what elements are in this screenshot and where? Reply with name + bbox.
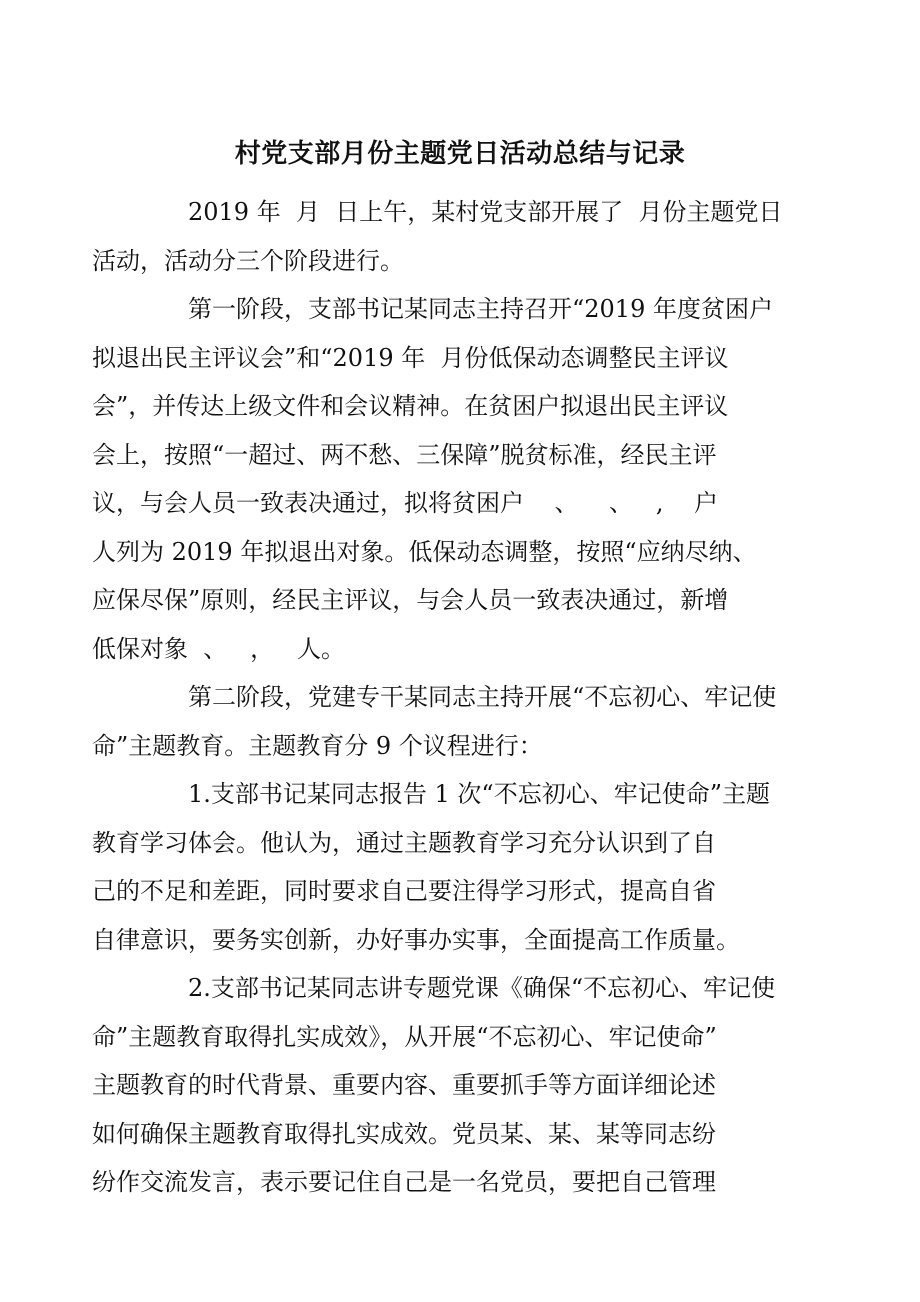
- paragraph-line: 教育学习体会。他认为，通过主题教育学习充分认识到了自: [92, 828, 716, 857]
- paragraph-line: 己的不足和差距，同时要求自己要注得学习形式，提高自省: [92, 877, 716, 905]
- paragraph-line: 会”，并传达上级文件和会议精神。在贫困户拟退出民主评议: [92, 392, 729, 420]
- paragraph-line: 低保对象 、 ， 人。: [92, 634, 346, 663]
- paragraph-line: 活动，活动分三个阶段进行。: [92, 246, 404, 275]
- paragraph-line: 2.支部书记某同志讲专题党课《确保“不忘初心、牢记使: [188, 974, 776, 1002]
- paragraph-intro: [92, 188, 782, 285]
- document-title: 村党支部月份主题党日活动总结与记录: [234, 139, 686, 169]
- document-body: [92, 188, 782, 1207]
- paragraph-line: 2019 年 月 日上午，某村党支部开展了 月份主题党日: [188, 198, 782, 226]
- paragraph-line: 如何确保主题教育取得扎实成效。党员某、某、某等同志纷: [92, 1119, 716, 1148]
- paragraph-line: 纷作交流发言，表示要记住自己是一名党员，要把自己管理: [92, 1168, 716, 1196]
- paragraph-line: 主题教育的时代背景、重要内容、重要抓手等方面详细论述: [92, 1071, 716, 1099]
- paragraph-item-two: [92, 964, 782, 1207]
- paragraph-line: 第二阶段，党建专干某同志主持开展“不忘初心、牢记使: [188, 683, 777, 711]
- paragraph-line: 第一阶段，支部书记某同志主持召开“2019 年度贫困户: [188, 295, 773, 323]
- paragraph-line: 命”主题教育。主题教育分 9 个议程进行：: [92, 731, 543, 760]
- paragraph-line: 命”主题教育取得扎实成效》，从开展“不忘初心、牢记使命”: [92, 1022, 717, 1051]
- paragraph-line: 1.支部书记某同志报告 1 次“不忘初心、牢记使命”主题: [188, 780, 770, 808]
- paragraph-line: 人列为 2019 年拟退出对象。低保动态调整，按照“应纳尽纳、: [92, 537, 757, 566]
- paragraph-stage-one: [92, 285, 782, 673]
- paragraph-line: 应保尽保”原则，经民主评议，与会人员一致表决通过，新增: [92, 586, 729, 614]
- paragraph-stage-two: [92, 673, 782, 770]
- paragraph-line: 自律意识，要务实创新，办好事办实事，全面提高工作质量。: [92, 925, 740, 954]
- paragraph-line: 会上，按照“一超过、两不愁、三保障”脱贫标准，经民主评: [92, 440, 717, 469]
- paragraph-line: 议，与会人员一致表决通过，拟将贫困户 、 、 , 户: [92, 489, 719, 517]
- paragraph-line: 拟退出民主评议会”和“2019 年 月份低保动态调整民主评议: [92, 343, 729, 372]
- paragraph-item-one: [92, 770, 782, 964]
